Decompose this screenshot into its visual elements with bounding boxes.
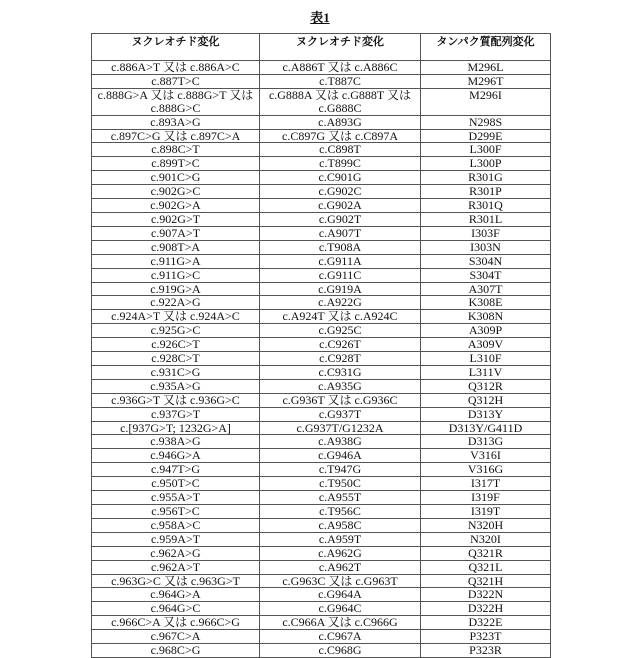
nucleotide-change-alt-cell: c.A938G (260, 435, 421, 449)
nucleotide-change-alt-cell: c.T950C (260, 477, 421, 491)
nucleotide-change-cell: c.893A>G (92, 115, 260, 129)
nucleotide-change-cell: c.946G>A (92, 449, 260, 463)
nucleotide-change-alt-cell: c.C897G 又は c.C897A (260, 129, 421, 143)
header-row (92, 34, 551, 61)
nucleotide-change-cell: c.964G>A (92, 588, 260, 602)
nucleotide-change-alt-cell: c.A958C (260, 518, 421, 532)
table-row (92, 88, 551, 115)
table-row (92, 518, 551, 532)
table-row (92, 310, 551, 324)
nucleotide-change-cell: c.907A>T (92, 226, 260, 240)
nucleotide-change-cell: c.964G>C (92, 602, 260, 616)
nucleotide-change-alt-cell: c.G902C (260, 185, 421, 199)
protein-change-cell: I319T (421, 505, 551, 519)
table-row (92, 282, 551, 296)
protein-change-cell: D313Y (421, 407, 551, 421)
protein-change-cell: M296L (421, 61, 551, 75)
nucleotide-change-cell: c.966C>A 又は c.966C>G (92, 616, 260, 630)
table-row (92, 226, 551, 240)
nucleotide-change-cell: c.901C>G (92, 171, 260, 185)
table-row (92, 630, 551, 644)
nucleotide-change-alt-cell: c.C966A 又は c.C966G (260, 616, 421, 630)
nucleotide-change-alt-cell: c.A955T (260, 491, 421, 505)
table-row (92, 588, 551, 602)
header-nucleotide-change-2: ヌクレオチド変化 (260, 34, 421, 61)
nucleotide-change-cell: c.962A>G (92, 546, 260, 560)
nucleotide-change-cell: c.967C>A (92, 630, 260, 644)
table-row (92, 449, 551, 463)
nucleotide-change-cell: c.902G>A (92, 199, 260, 213)
table-row (92, 407, 551, 421)
protein-change-cell: P323T (421, 630, 551, 644)
nucleotide-change-cell: c.898C>T (92, 143, 260, 157)
table-row (92, 338, 551, 352)
nucleotide-change-alt-cell: c.G919A (260, 282, 421, 296)
table-row (92, 61, 551, 75)
table-row (92, 129, 551, 143)
table-row (92, 491, 551, 505)
nucleotide-change-cell: c.947T>G (92, 463, 260, 477)
nucleotide-change-alt-cell: c.A924T 又は c.A924C (260, 310, 421, 324)
protein-change-cell: A309P (421, 324, 551, 338)
table-row (92, 212, 551, 226)
protein-change-cell: Q312H (421, 393, 551, 407)
nucleotide-change-cell: c.888G>A 又は c.888G>T 又は c.888G>C (92, 88, 260, 115)
nucleotide-change-cell: c.924A>T 又は c.924A>C (92, 310, 260, 324)
nucleotide-change-alt-cell: c.G964C (260, 602, 421, 616)
nucleotide-change-cell: c.935A>G (92, 379, 260, 393)
table-row (92, 240, 551, 254)
protein-change-cell: I319F (421, 491, 551, 505)
nucleotide-change-alt-cell: c.A893G (260, 115, 421, 129)
nucleotide-change-alt-cell: c.G937T (260, 407, 421, 421)
protein-change-cell: A309V (421, 338, 551, 352)
table-row (92, 560, 551, 574)
protein-change-cell: L300F (421, 143, 551, 157)
table-row (92, 379, 551, 393)
nucleotide-change-alt-cell: c.C931G (260, 365, 421, 379)
protein-change-cell: L310F (421, 352, 551, 366)
nucleotide-change-cell: c.928C>T (92, 352, 260, 366)
nucleotide-change-alt-cell: c.G963C 又は c.G963T (260, 574, 421, 588)
protein-change-cell: R301L (421, 212, 551, 226)
table-row (92, 602, 551, 616)
nucleotide-change-cell: c.897C>G 又は c.897C>A (92, 129, 260, 143)
nucleotide-change-cell: c.911G>C (92, 268, 260, 282)
nucleotide-change-alt-cell: c.T947G (260, 463, 421, 477)
protein-change-cell: D299E (421, 129, 551, 143)
nucleotide-change-cell: c.911G>A (92, 254, 260, 268)
table-row (92, 268, 551, 282)
nucleotide-change-alt-cell: c.C926T (260, 338, 421, 352)
table-title: 表1 (0, 7, 640, 26)
protein-change-cell: M296I (421, 88, 551, 115)
nucleotide-change-cell: c.[937G>T; 1232G>A] (92, 421, 260, 435)
table-row (92, 143, 551, 157)
table-row (92, 365, 551, 379)
nucleotide-change-alt-cell: c.G911C (260, 268, 421, 282)
nucleotide-change-cell: c.938A>G (92, 435, 260, 449)
nucleotide-change-alt-cell: c.G936T 又は c.G936C (260, 393, 421, 407)
nucleotide-change-cell: c.919G>A (92, 282, 260, 296)
nucleotide-change-alt-cell: c.C901G (260, 171, 421, 185)
table-row (92, 532, 551, 546)
nucleotide-change-alt-cell: c.C967A (260, 630, 421, 644)
nucleotide-change-cell: c.908T>A (92, 240, 260, 254)
table-row (92, 616, 551, 630)
nucleotide-change-alt-cell: c.T887C (260, 74, 421, 88)
nucleotide-change-alt-cell: c.G902A (260, 199, 421, 213)
protein-change-cell: N320I (421, 532, 551, 546)
nucleotide-change-cell: c.931C>G (92, 365, 260, 379)
protein-change-cell: V316I (421, 449, 551, 463)
protein-change-cell: S304T (421, 268, 551, 282)
nucleotide-change-alt-cell: c.G964A (260, 588, 421, 602)
protein-change-cell: Q321H (421, 574, 551, 588)
nucleotide-change-alt-cell: c.G925C (260, 324, 421, 338)
protein-change-cell: A307T (421, 282, 551, 296)
table-row (92, 296, 551, 310)
nucleotide-change-alt-cell: c.G937T/G1232A (260, 421, 421, 435)
nucleotide-change-cell: c.968C>G (92, 644, 260, 658)
nucleotide-change-cell: c.925G>C (92, 324, 260, 338)
nucleotide-change-cell: c.950T>C (92, 477, 260, 491)
header-protein-change: タンパク質配列変化 (421, 34, 551, 61)
table-row (92, 644, 551, 658)
nucleotide-change-alt-cell: c.A962G (260, 546, 421, 560)
table-row (92, 477, 551, 491)
protein-change-cell: I303N (421, 240, 551, 254)
protein-change-cell: K308E (421, 296, 551, 310)
table-row (92, 574, 551, 588)
protein-change-cell: D322H (421, 602, 551, 616)
table-row (92, 352, 551, 366)
nucleotide-change-alt-cell: c.A907T (260, 226, 421, 240)
nucleotide-change-cell: c.956T>C (92, 505, 260, 519)
nucleotide-change-alt-cell: c.A886T 又は c.A886C (260, 61, 421, 75)
protein-change-cell: D313G (421, 435, 551, 449)
nucleotide-change-alt-cell: c.C898T (260, 143, 421, 157)
nucleotide-change-cell: c.902G>C (92, 185, 260, 199)
protein-change-cell: D322E (421, 616, 551, 630)
nucleotide-change-alt-cell: c.C968G (260, 644, 421, 658)
nucleotide-change-cell: c.955A>T (92, 491, 260, 505)
table-row (92, 254, 551, 268)
nucleotide-change-cell: c.958A>C (92, 518, 260, 532)
nucleotide-change-alt-cell: c.A935G (260, 379, 421, 393)
table-row (92, 546, 551, 560)
table-row (92, 185, 551, 199)
table-row (92, 463, 551, 477)
nucleotide-change-cell: c.926C>T (92, 338, 260, 352)
protein-change-cell: V316G (421, 463, 551, 477)
protein-change-cell: R301G (421, 171, 551, 185)
mutation-table (91, 33, 551, 658)
table-row (92, 115, 551, 129)
nucleotide-change-alt-cell: c.A962T (260, 560, 421, 574)
table-row (92, 171, 551, 185)
nucleotide-change-alt-cell: c.G946A (260, 449, 421, 463)
protein-change-cell: N298S (421, 115, 551, 129)
protein-change-cell: Q321R (421, 546, 551, 560)
protein-change-cell: K308N (421, 310, 551, 324)
table-row (92, 324, 551, 338)
protein-change-cell: I303F (421, 226, 551, 240)
table-row (92, 199, 551, 213)
protein-change-cell: M296T (421, 74, 551, 88)
protein-change-cell: Q321L (421, 560, 551, 574)
nucleotide-change-cell: c.922A>G (92, 296, 260, 310)
protein-change-cell: R301Q (421, 199, 551, 213)
protein-change-cell: S304N (421, 254, 551, 268)
nucleotide-change-alt-cell: c.G911A (260, 254, 421, 268)
protein-change-cell: N320H (421, 518, 551, 532)
nucleotide-change-cell: c.963G>C 又は c.963G>T (92, 574, 260, 588)
table-row (92, 421, 551, 435)
table-row (92, 435, 551, 449)
nucleotide-change-cell: c.936G>T 又は c.936G>C (92, 393, 260, 407)
protein-change-cell: I317T (421, 477, 551, 491)
table-row (92, 74, 551, 88)
table-row (92, 505, 551, 519)
protein-change-cell: L311V (421, 365, 551, 379)
nucleotide-change-cell: c.937G>T (92, 407, 260, 421)
protein-change-cell: D322N (421, 588, 551, 602)
nucleotide-change-alt-cell: c.T899C (260, 157, 421, 171)
nucleotide-change-cell: c.899T>C (92, 157, 260, 171)
nucleotide-change-alt-cell: c.T908A (260, 240, 421, 254)
nucleotide-change-cell: c.887T>C (92, 74, 260, 88)
nucleotide-change-cell: c.886A>T 又は c.886A>C (92, 61, 260, 75)
protein-change-cell: L300P (421, 157, 551, 171)
table-row (92, 157, 551, 171)
protein-change-cell: Q312R (421, 379, 551, 393)
nucleotide-change-alt-cell: c.G888A 又は c.G888T 又は c.G888C (260, 88, 421, 115)
header-nucleotide-change-1: ヌクレオチド変化 (92, 34, 260, 61)
nucleotide-change-alt-cell: c.G902T (260, 212, 421, 226)
nucleotide-change-alt-cell: c.T956C (260, 505, 421, 519)
table-row (92, 393, 551, 407)
nucleotide-change-cell: c.959A>T (92, 532, 260, 546)
nucleotide-change-alt-cell: c.A959T (260, 532, 421, 546)
protein-change-cell: D313Y/G411D (421, 421, 551, 435)
nucleotide-change-alt-cell: c.A922G (260, 296, 421, 310)
protein-change-cell: P323R (421, 644, 551, 658)
nucleotide-change-cell: c.962A>T (92, 560, 260, 574)
nucleotide-change-alt-cell: c.C928T (260, 352, 421, 366)
nucleotide-change-cell: c.902G>T (92, 212, 260, 226)
protein-change-cell: R301P (421, 185, 551, 199)
